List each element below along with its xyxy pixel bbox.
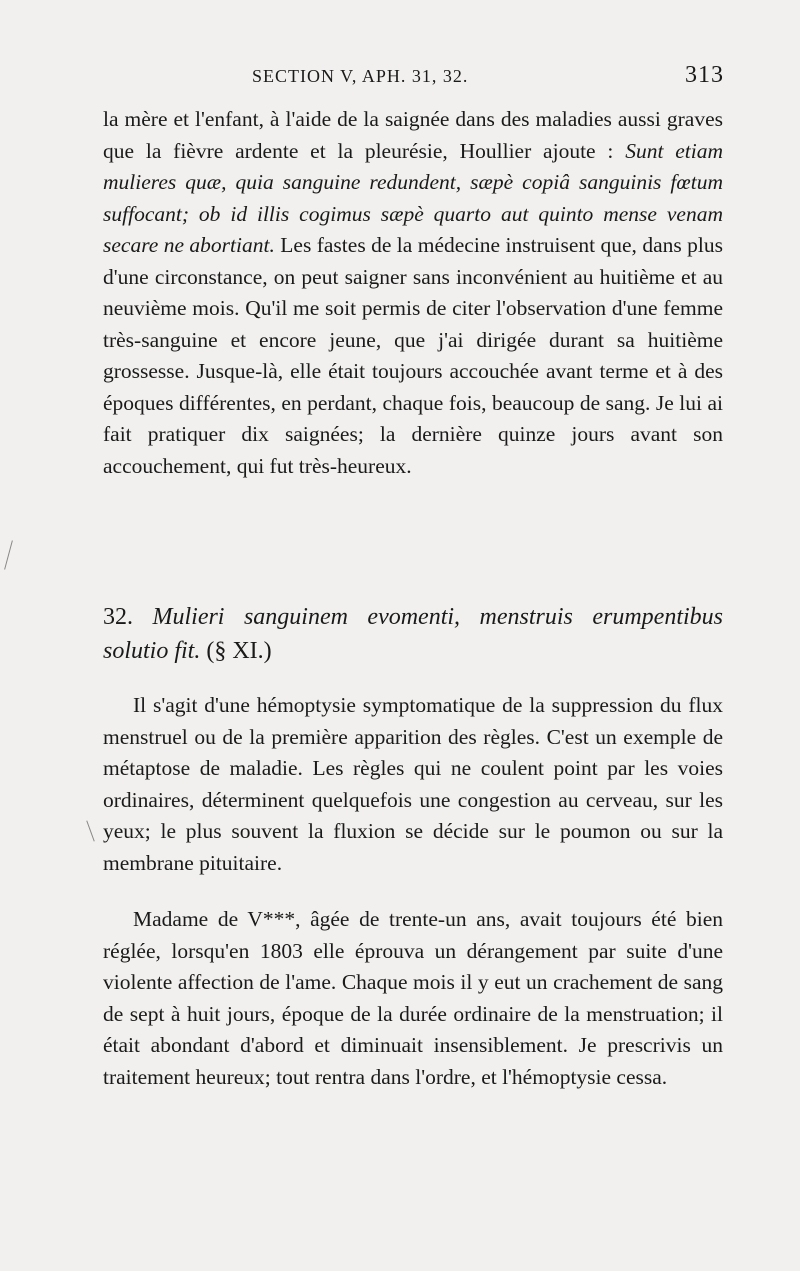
paragraph-text: la mère et l'enfant, à l'aide de la saignée dans des maladies aussi graves que la fièvre ardente et la pleurésie, Houllier ajoute : (103, 107, 723, 163)
aphorism-latin: Mulieri sanguinem evomenti, menstruis erumpentibus solutio fit. (103, 604, 723, 664)
aphorism-heading (103, 600, 723, 668)
section-reference: (§ XI.) (200, 638, 272, 664)
page-header (252, 62, 724, 94)
aphorism-number: 32. (103, 604, 153, 630)
page-number: 313 (685, 62, 724, 88)
paragraph-madame (103, 904, 723, 1093)
paragraph-hemoptysie (103, 690, 723, 879)
paragraph-text: Les fastes de la médecine instruisent que, dans plus d'une circonstance, on peut saigner sans inconvénient au huitième et au neuvième mois. Qu'il me soit permis de citer l'observation d'une femme très-sanguine et encore jeune, que j'ai dirigée durant sa huitième grossesse. Jusque-là, elle était toujours accouchée avant terme et à des époques différentes, en perdant, chaque fois, beaucoup de sang. Je lui ai fait pratiquer dix saignées; la dernière quinze jours avant son accouchement, qui fut très-heureux. (103, 233, 723, 478)
running-head: SECTION V, APH. 31, 32. (252, 66, 469, 86)
margin-mark (4, 540, 13, 569)
margin-mark (86, 820, 94, 841)
paragraph-text: Il s'agit d'une hémoptysie symptomatique de la suppression du flux menstruel ou de la première apparition des règles. C'est un exemple de métaptose de maladie. Les règles qui ne coulent point par les voies ordinaires, déterminent quelquefois une congestion au cerveau, sur les yeux; le plus souvent la fluxion se décide sur le poumon ou sur la membrane pituitaire. (103, 693, 723, 875)
latin-quote: Sunt etiam mulieres quæ, quia sanguine redundent, sæpè copiâ sanguinis fœtum suffocant; ob id illis cogimus sæpè quarto aut quinto mense venam secare ne abortiant. (103, 138, 723, 257)
paragraph-text: Madame de V***, âgée de trente-un ans, avait toujours été bien réglée, lorsqu'en 1803 elle éprouva un dérangement par suite d'une violente affection de l'ame. Chaque mois il y eut un crachement de sang de sept à huit jours, époque de la durée ordinaire de la menstruation; il était abondant d'abord et diminuait insensiblement. Je prescrivis un traitement heureux; tout rentra dans l'ordre, et l'hémoptysie cessa. (103, 907, 723, 1089)
paragraph-houllier (103, 104, 723, 482)
